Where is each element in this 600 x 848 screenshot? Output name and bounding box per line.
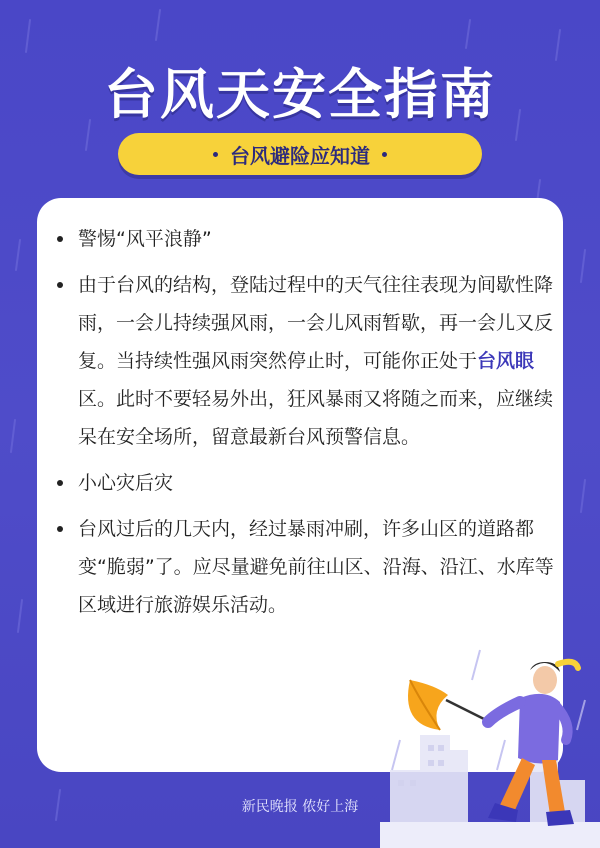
list-item	[56, 510, 556, 624]
highlight-typhoon-eye: 台风眼	[477, 350, 535, 372]
list-item	[56, 220, 556, 258]
list-item	[56, 464, 556, 502]
subtitle-text: 台风避险应知道	[230, 143, 370, 168]
page-title: 台风天安全指南	[104, 63, 496, 126]
bullet-dot-icon	[382, 152, 387, 157]
list-item	[56, 266, 556, 456]
item-text-after: 区。此时不要轻易外出，狂风暴雨又将随之而来，应继续呆在安全场所，留意最新台风预警信息。	[78, 388, 554, 448]
person-umbrella-illustration	[380, 640, 600, 848]
item-text: 台风过后的几天内，经过暴雨冲刷，许多山区的道路都变“脆弱”了。应尽量避免前往山区、沿海、沿江、水库等区域进行旅游娱乐活动。	[78, 518, 554, 616]
item-text: 小心灾后灾	[78, 472, 174, 494]
footer-credit: 新民晚报 侬好上海	[241, 799, 359, 815]
item-text: 警惕“风平浪静”	[78, 228, 212, 250]
item-text-before: 由于台风的结构，登陆过程中的天气往往表现为间歇性降雨，一会儿持续强风雨，一会儿风雨暂歇，再一会儿又反复。当持续性强风雨突然停止时，可能你正处于	[78, 274, 554, 372]
bullet-dot-icon	[213, 152, 218, 157]
guide-list	[56, 220, 556, 632]
subtitle-banner	[118, 133, 482, 175]
